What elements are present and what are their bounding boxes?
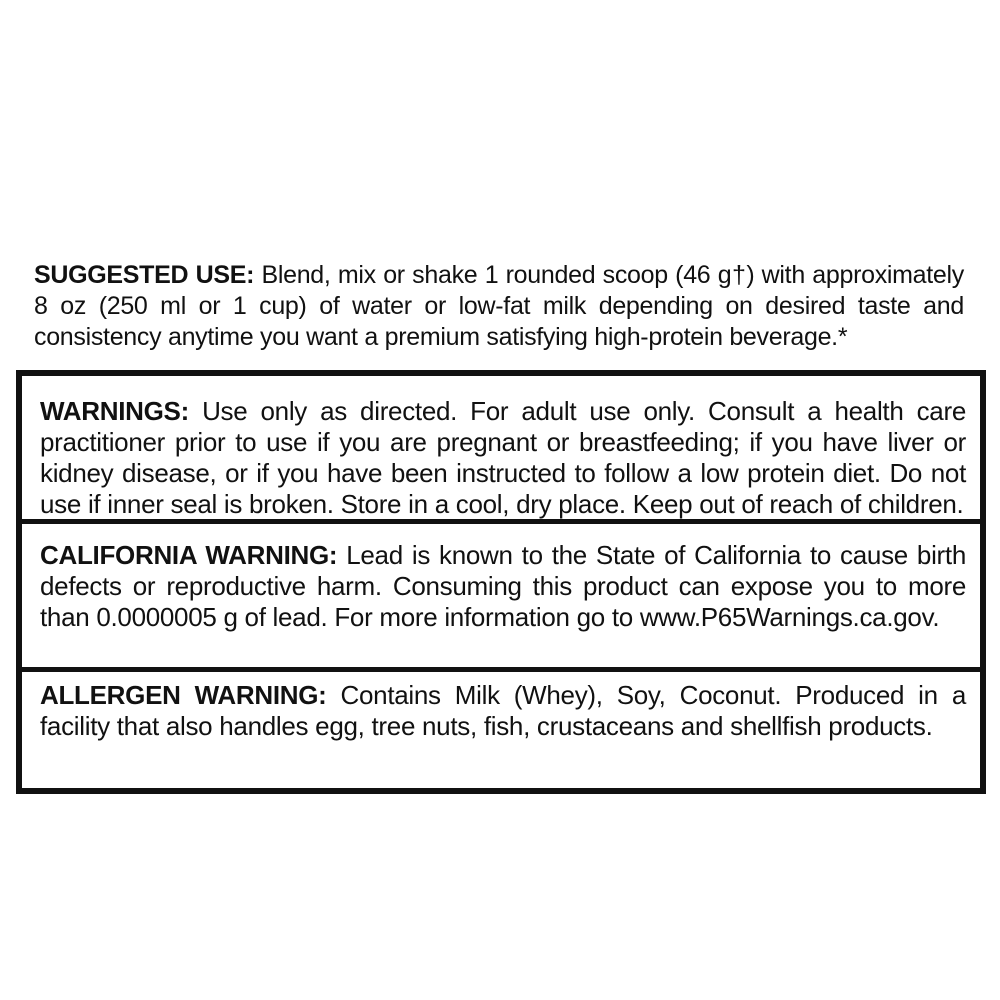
allergen-warning-text: Contains Milk (Whey), Soy, Coconut. Produced in a facility that also handles egg, tree nuts, fish, crustaceans and shellfish products. (40, 680, 966, 741)
suggested-use-paragraph (34, 260, 964, 353)
warning-box (16, 370, 986, 794)
suggested-use-text: Blend, mix or shake 1 rounded scoop (46 g†) with approximately 8 oz (250 ml or 1 cup) of water or low-fat milk depending on desired taste and consistency anytime you want a premium satisfying high-protein beverage.* (34, 261, 964, 351)
california-warning-text: Lead is known to the State of California to cause birth defects or reproductive harm. Consuming this product can expose you to more than 0.0000005 g of lead. For more information go to www.P65Warnings.ca.gov. (40, 540, 966, 632)
california-warning-label: CALIFORNIA WARNING: (40, 540, 338, 570)
warnings-text: Use only as directed. For adult use only. Consult a health care practitioner prior to use if you are pregnant or breastfeeding; if you have liver or kidney disease, or if you have been instructed to follow a low protein diet. Do not use if inner seal is broken. Store in a cool, dry place. Keep out of reach of children. (40, 396, 966, 519)
california-warning-section (22, 524, 980, 672)
warnings-label: WARNINGS: (40, 396, 189, 426)
suggested-use-label: SUGGESTED USE: (34, 261, 255, 289)
warnings-section (22, 376, 980, 524)
allergen-warning-section (22, 672, 980, 783)
allergen-warning-label: ALLERGEN WARNING: (40, 680, 327, 710)
